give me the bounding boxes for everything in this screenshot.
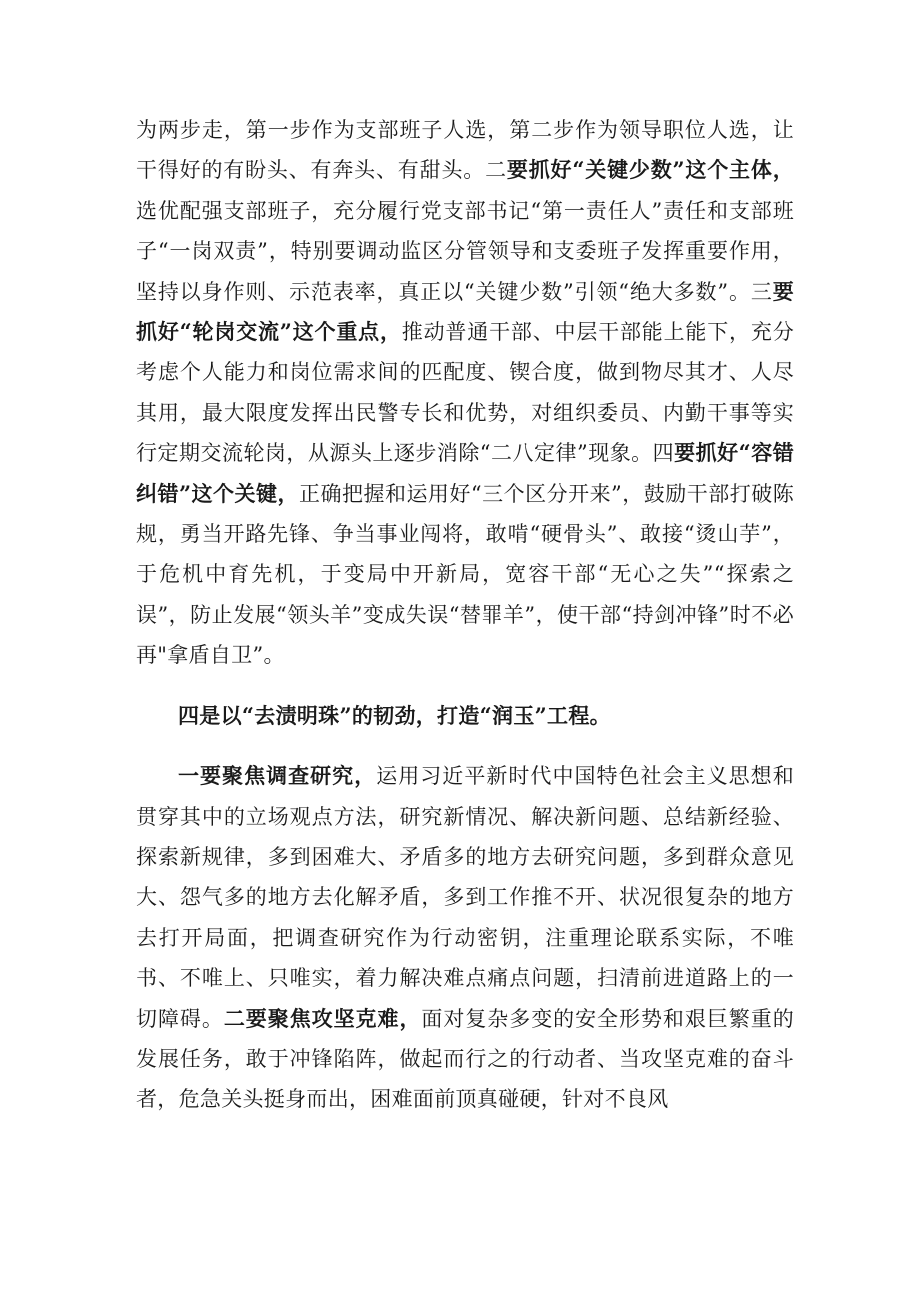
text-run: 正确把握和运用好“三个区分开来”，鼓励干部打破陈规，勇当开路先锋、争当事业闯将，敢啃“硬骨头”、敢接“烫山芋”，于危机中育先机，于变局中开新局，宽容干部“无心之失”“探索之误”，防止发展“领头羊”变成失误“替罪羊”，使干部“持剑冲锋”时不必再"拿盾自卫”。 [136,481,795,668]
bold-heading-job-rotation: 要抓好“轮岗交流”这个重点， [136,278,794,345]
text-run: 为两步走，第一步作为支部班子人选，第二步作为领导职位人选，让干得好的有盼头、有奔头、有甜头。二 [136,118,794,183]
text-run: 推动普通干部、中层干部能上能下，充分考虑个人能力和岗位需求间的匹配度、锲合度，做到物尽其才、人尽其用，最大限度发挥出民警专长和优势，对组织委员、内勤干事等实行定期交流轮岗，从源头上逐步消除“二八定律”现象。四 [136,320,794,466]
document-body [136,110,794,1120]
text-run: 选优配强支部班子，充分履行党支部书记“第一责任人”责任和支部班子“一岗双责”，特别要调动监区分管领导和支委班子发挥重要作用，坚持以身作则、示范表率，真正以“关键少数”引领“绝大多数”。三 [136,198,794,304]
paragraph-team-building [136,110,794,676]
text-run: 运用习近平新时代中国特色社会主义思想和贯穿其中的立场观点方法，研究新情况、解决新问题、总结新经验、探索新规律，多到困难大、矛盾多的地方去研究问题，多到群众意见大、怨气多的地方去化解矛盾，多到工作推不开、状况很复杂的地方去打开局面，把调查研究作为行动密钥，注重理论联系实际，不唯书、不唯上、只唯实，着力解决难点痛点问题，扫清前进道路上的一切障碍。 [136,764,794,1031]
bold-heading-research: 一要聚焦调查研究， [178,763,377,789]
bold-heading-error-tolerance: 要抓好“容错纠错”这个关键， [136,440,794,506]
paragraph-research-and-tackling [136,756,794,1120]
bold-heading-key-minority: 要抓好“关键少数”这个主体， [506,157,794,183]
section-heading-runyu-project [136,696,794,736]
text-run: 面对复杂多变的安全形势和艰巨繁重的发展任务，敢于冲锋陷阵，做起而行之的行动者、当攻坚克难的奋斗者，危急关头挺身而出，困难面前顶真碰硬，针对不良风 [136,1006,794,1112]
bold-heading-tackling-difficulties: 二要聚焦攻坚克难， [223,1005,422,1031]
section-heading-text: 四是以“去渍明珠”的韧劲，打造“润玉”工程。 [178,702,611,728]
